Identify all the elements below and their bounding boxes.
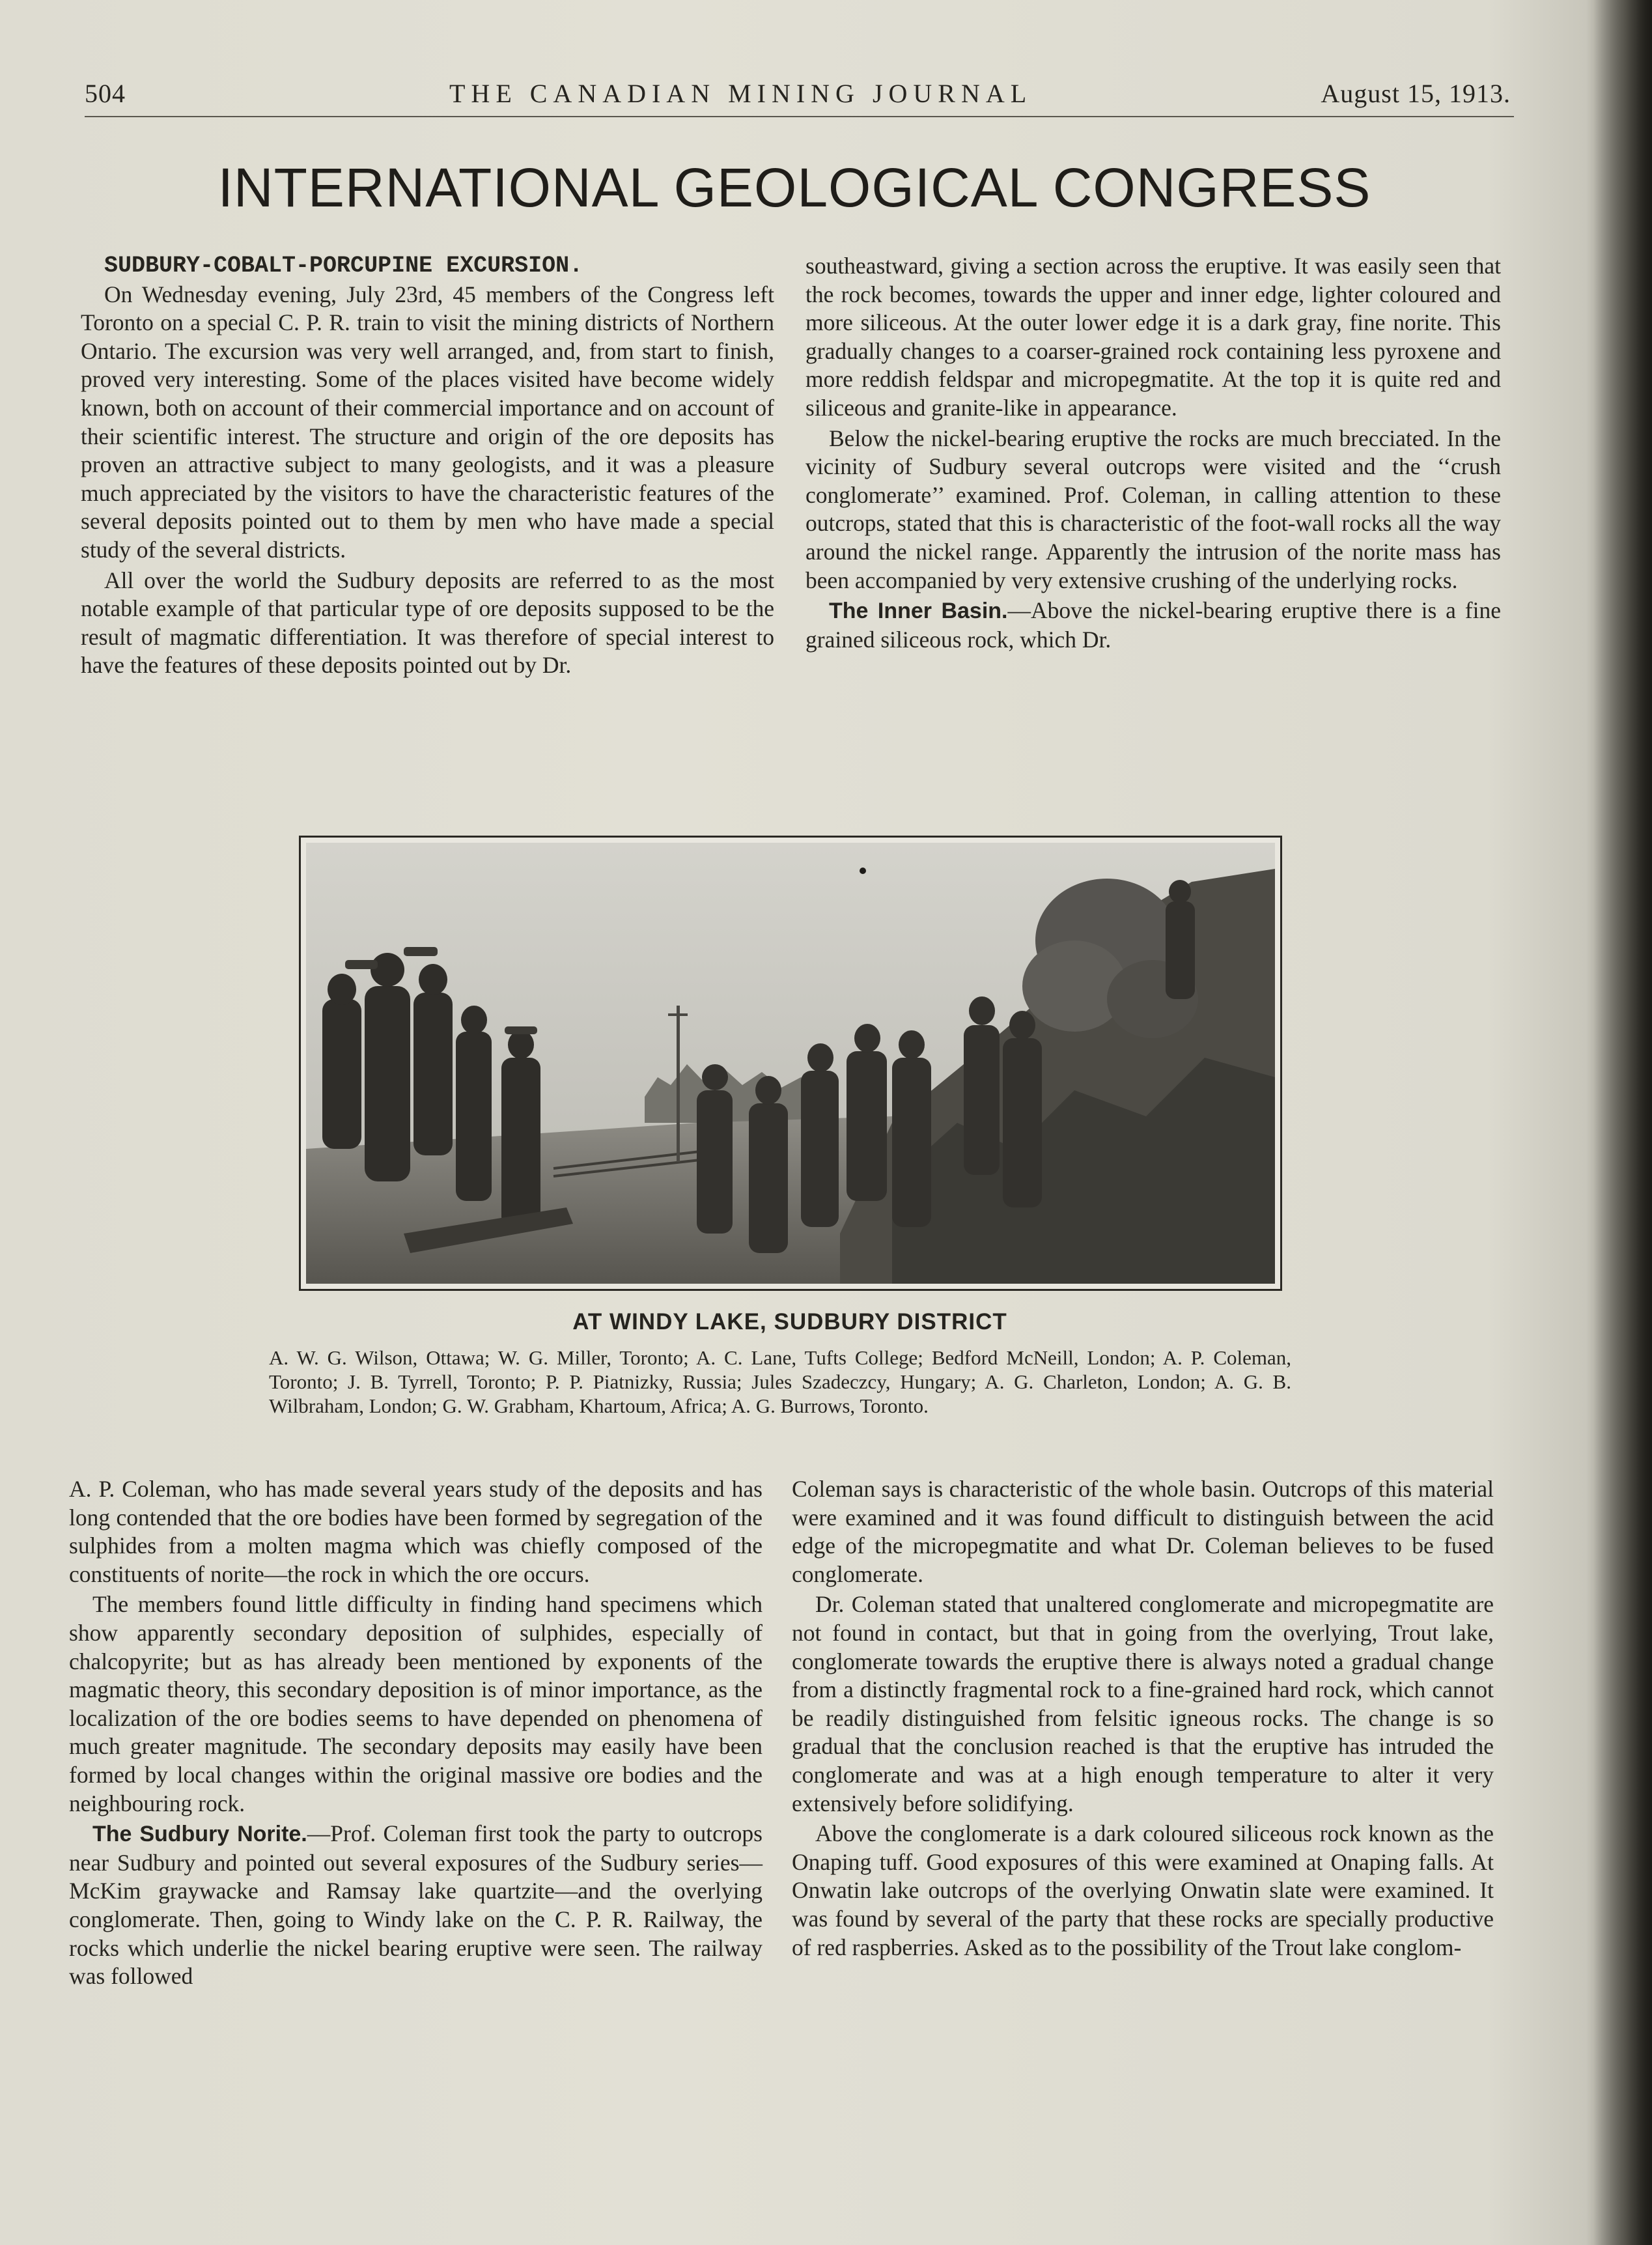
paragraph: Coleman says is characteristic of the whole basin. Outcrops of this material were examined and it was found difficult to distinguish between the acid edge of the micropegmatite and what Dr. Coleman believes to be fused conglomerate. — [792, 1476, 1494, 1587]
header-rule — [85, 116, 1514, 117]
paragraph: southeastward, giving a section across the eruptive. It was easily seen that the rock becomes, towards the upper and inner edge, lighter coloured and more siliceous. At the outer lower edge it is a dark gray, fine norite. This gradually changes to a coarser-grained rock containing less pyroxene and more reddish feldspar and micropegmatite. At the top it is quite red and siliceous and granite-like in appearance. — [805, 253, 1501, 421]
running-header — [85, 78, 1511, 117]
photo-windy-lake — [306, 843, 1275, 1284]
column-2 — [805, 252, 1501, 654]
photo-caption-names: A. W. G. Wilson, Ottawa; W. G. Miller, Toronto; A. C. Lane, Tufts College; Bedford McNeill, London; A. P. Coleman, Toronto; J. B. Tyrrell, Toronto; P. P. Piatnizky, Russia; Jules Szadeczcy, Hungary; A. G. Charleton, London; A. G. B. Wilbraham, London; G. W. Grabham, Khartoum, Africa; A. G. Burrows, Toronto. — [269, 1346, 1291, 1417]
paragraph-text: —Prof. Coleman first took the party to outcrops near Sudbury and pointed out several exposures of the Sudbury series—McKim graywacke and Ramsay lake quartzite—and the overlying conglomerate. Then, going to Windy lake on the C. P. R. Railway, the rocks which underlie the nickel bearing eruptive were seen. The railway was followed — [69, 1820, 763, 1990]
paragraph: On Wednesday evening, July 23rd, 45 members of the Congress left Toronto on a special C. P. R. train to visit the mining districts of Northern Ontario. The excursion was very well arranged, and, from start to finish, proved very interesting. Some of the places visited have become widely known, both on account of their commercial importance and on account of their scientific interest. The structure and origin of the ore deposits has proven an attractive subject to many geologists, and it was a pleasure much appreciated by the visitors to have the characteristic features of the several deposits pointed out to them by men who have made a special study of the several districts. — [81, 281, 774, 563]
column-4 — [792, 1475, 1494, 1962]
paragraph: The members found little difficulty in finding hand specimens which show apparently secondary deposition of sulphides, especially of chalcopyrite; but as has already been mentioned by exponents of the magmatic theory, this secondary deposition is of minor importance, as the localization of the ore bodies seems to have depended on phenomena of much greater magnitude. The secondary deposits may easily have been formed by local changes within the original massive ore bodies and the neighbouring rock. — [69, 1591, 763, 1816]
paragraph: Dr. Coleman stated that unaltered conglomerate and micropegmatite are not found in contact, but that in going from the overlying, Trout lake, conglomerate towards the eruptive there is always noted a gradual change from a distinctly fragmental rock to a fine-grained hard rock, which cannot be readily distinguished from felsitic igneous rocks. The change is so gradual that the conclusion reached is that the eruptive has intruded the conglomerate and was at a high enough temperature to alter it very extensively before solidifying. — [792, 1591, 1494, 1816]
paragraph — [805, 597, 1501, 654]
run-in-heading: The Sudbury Norite. — [92, 1822, 307, 1847]
paragraph: Above the conglomerate is a dark coloured siliceous rock known as the Onaping tuff. Good exposures of this were examined at Onaping falls. At Onwatin lake outcrops of the overlying Onwatin slate were examined. It was found by several of the party that these rocks are specially productive of red raspberries. Asked as to the possibility of the Trout lake conglom- — [792, 1820, 1494, 1960]
paragraph: A. P. Coleman, who has made several years study of the deposits and has long contended that the ore bodies have been formed by segregation of the sulphides from a molten magma which was chiefly composed of the constituents of norite—the rock in which the ore occurs. — [69, 1476, 763, 1587]
book-spine-shadow — [1593, 0, 1652, 2245]
paragraph — [69, 1820, 763, 1991]
column-1 — [81, 252, 774, 680]
paragraph: Below the nickel-bearing eruptive the rocks are much brecciated. In the vicinity of Sudbury several outcrops were visited and the ‘‘crush conglomerate’’ examined. Prof. Coleman, in calling attention to these outcrops, stated that this is characteristic of the foot-wall rocks all the way around the nickel range. Apparently the intrusion of the norite mass has been accompanied by very extensive crushing of the underlying rocks. — [805, 425, 1501, 593]
journal-name: THE CANADIAN MINING JOURNAL — [449, 79, 1033, 108]
page-number: 504 — [85, 79, 126, 108]
issue-date: August 15, 1913. — [1321, 79, 1511, 108]
column-3 — [69, 1475, 763, 1991]
paragraph: All over the world the Sudbury deposits are referred to as the most notable example of that particular type of ore deposits supposed to be the result of magmatic differentiation. It was therefore of special interest to have the features of these deposits pointed out by Dr. — [81, 567, 774, 679]
photo-caption-title: AT WINDY LAKE, SUDBURY DISTRICT — [572, 1309, 1007, 1334]
section-heading: SUDBURY-COBALT-PORCUPINE EXCURSION. — [104, 253, 583, 279]
photograph — [299, 836, 1282, 1291]
paragraph-text: —Above the nickel-bearing eruptive there is a fine grained siliceous rock, which Dr. — [805, 597, 1501, 653]
article-title: INTERNATIONAL GEOLOGICAL CONGRESS — [217, 157, 1371, 218]
run-in-heading: The Inner Basin. — [829, 599, 1008, 624]
